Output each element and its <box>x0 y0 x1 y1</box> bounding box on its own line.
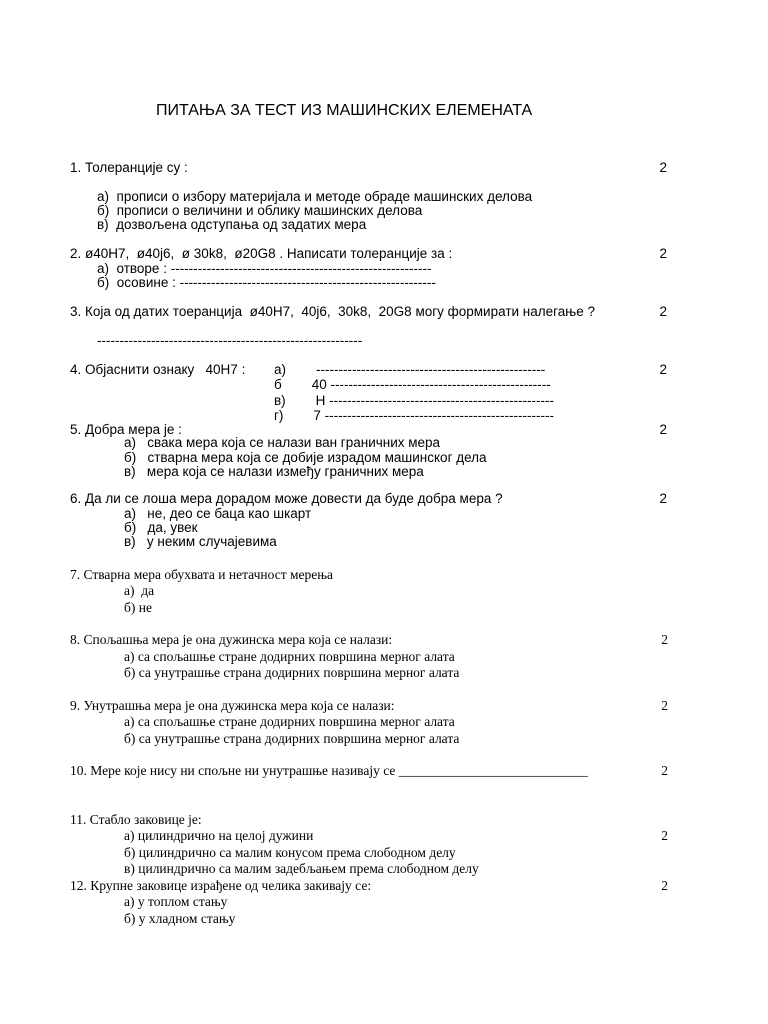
question-9-points: 2 <box>661 698 668 713</box>
question-6: 6. Да ли се лоша мера дорадом може довести да буде добра мера ? <box>70 491 503 506</box>
question-12-option-a: а) у топлом стању <box>124 894 228 909</box>
question-11-option-b: б) цилиндрично са малим конусом према слободном делу <box>124 845 456 860</box>
question-6-option-b: б) да, увек <box>124 520 198 535</box>
question-4-option-b: б 40 ------------------------------------------------- <box>274 377 551 392</box>
question-3-answer-line: ----------------------------------------------------------- <box>97 333 363 348</box>
question-8-points: 2 <box>661 632 668 647</box>
question-4: 4. Објаснити ознаку 40H7 : <box>70 362 246 377</box>
question-7-option-a: а) да <box>124 583 155 598</box>
question-6-option-c: в) у неким случајевима <box>124 534 277 549</box>
question-3: 3. Која од датих тоеранција ø40H7, 40j6, 30k8, 20G8 могу формирати налегање ? <box>70 304 596 319</box>
question-11: 11. Стабло заковице је: <box>70 812 202 827</box>
page-title: ПИТАЊА ЗА ТЕСТ ИЗ МАШИНСКИХ ЕЛЕМЕНАТА <box>156 102 533 119</box>
question-9: 9. Унутрашња мера је она дужинска мера која се налази: <box>70 698 395 713</box>
question-5: 5. Добра мера је : <box>70 422 182 437</box>
question-9-option-b: б) са унутрашње страна додирних површина мерног алата <box>124 731 460 746</box>
question-5-option-b: б) стварна мера која се добије израдом машинског дела <box>124 450 487 465</box>
question-11-option-c: в) цилиндрично са малим задебљањем према слободном делу <box>124 861 479 876</box>
question-2-points: 2 <box>659 246 667 261</box>
question-2: 2. ø40H7, ø40j6, ø 30k8, ø20G8 . Написати толеранције за : <box>70 246 453 261</box>
question-11-option-a: а) цилиндрично на целој дужини <box>124 828 314 843</box>
question-8-option-a: а) са спољашње стране додирних површина мерног алата <box>124 649 455 664</box>
question-7: 7. Стварна мера обухвата и нетачност мерења <box>70 567 334 582</box>
question-8: 8. Спољашња мера је она дужинска мера која се налази: <box>70 632 393 647</box>
question-2-option-b: б) осовине : --------------------------------------------------------- <box>97 275 436 290</box>
question-10: 10. Мере које нису ни спољне ни унутрашње називају се ____________________________ <box>70 763 588 778</box>
question-9-option-a: а) са спољашње стране додирних површина мерног алата <box>124 714 455 729</box>
question-6-option-a: а) не, део се баца као шкарт <box>124 506 312 521</box>
question-12: 12. Крупне заковице израђене од челика закивају се: <box>70 878 372 893</box>
question-4-points: 2 <box>659 362 667 377</box>
question-12-option-b: б) у хладном стању <box>124 911 236 926</box>
question-10-points: 2 <box>661 763 668 778</box>
question-3-points: 2 <box>659 304 667 319</box>
question-1: 1. Толеранције су : <box>70 160 188 175</box>
question-2-option-a: а) отворе : ---------------------------------------------------------- <box>97 261 432 276</box>
question-6-points: 2 <box>659 491 667 506</box>
question-1-option-c: в) дозвољена одступања од задатих мера <box>97 217 367 232</box>
question-12-points: 2 <box>661 878 668 893</box>
question-4-option-a: а) --------------------------------------------------- <box>274 362 546 377</box>
question-1-option-a: а) прописи о избору материјала и методе обраде машинских делова <box>97 189 533 204</box>
question-8-option-b: б) са унутрашње страна додирних површина мерног алата <box>124 665 460 680</box>
question-4-option-d: г) 7 --------------------------------------------------- <box>274 408 554 423</box>
question-5-points: 2 <box>659 422 667 437</box>
question-1-points: 2 <box>659 160 667 175</box>
question-4-option-c: в) H -------------------------------------------------- <box>274 393 554 408</box>
question-7-option-b: б) не <box>124 600 152 615</box>
question-1-option-b: б) прописи о величини и облику машинских делова <box>97 203 423 218</box>
question-5-option-c: в) мера која се налази између граничних мера <box>124 464 424 479</box>
question-11-points: 2 <box>661 828 668 843</box>
question-5-option-a: а) свака мера која се налази ван граничних мера <box>124 435 441 450</box>
